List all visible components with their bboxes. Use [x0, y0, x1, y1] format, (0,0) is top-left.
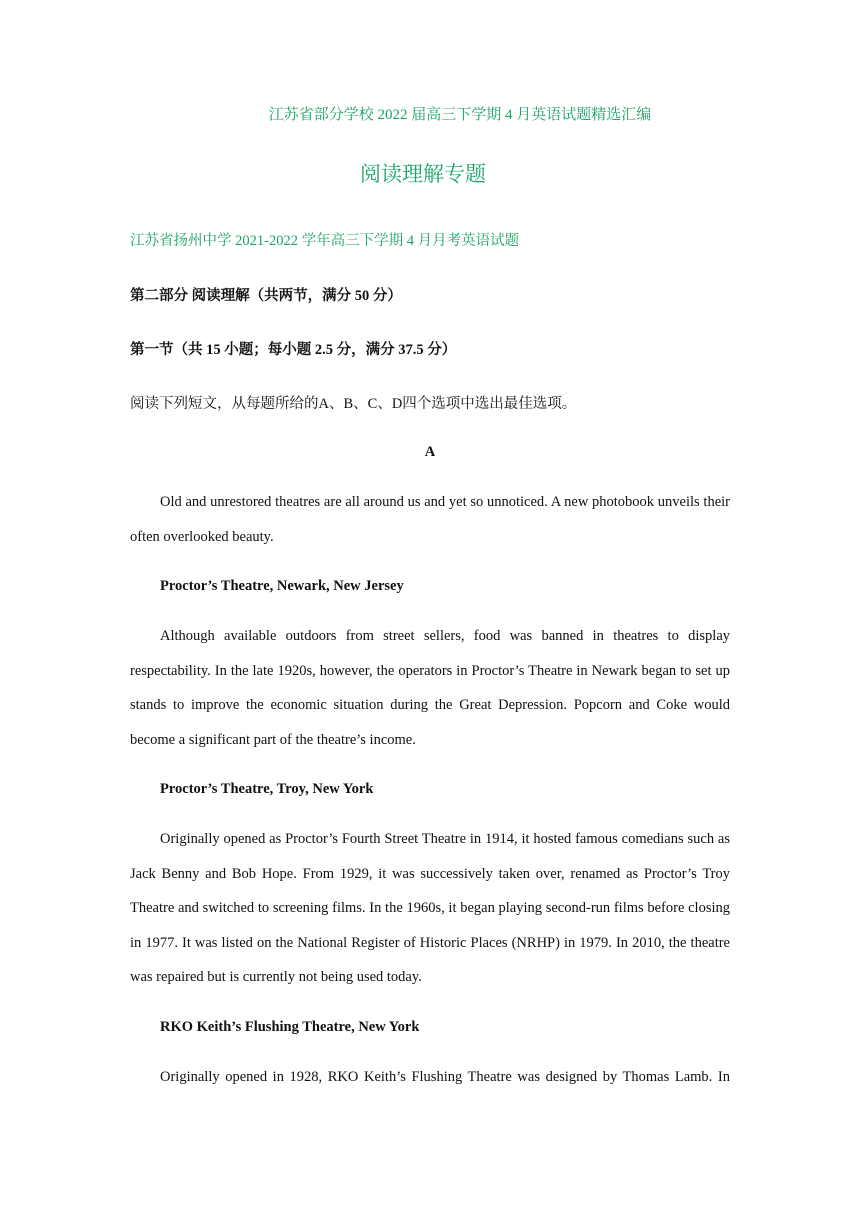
passage-label: A: [424, 444, 436, 460]
document-subtitle: 阅读理解专题: [360, 162, 486, 186]
exam-source: 江苏省扬州中学 2021-2022 学年高三下学期 4 月月考英语试题: [130, 233, 520, 249]
section-heading: 第二部分 阅读理解（共两节，满分 50 分）: [130, 288, 402, 304]
theatre-paragraph-flushing: Originally opened in 1928, RKO Keith’s Flushing Theatre was designed by Thomas Lamb. In: [160, 1069, 730, 1085]
theatre-paragraph-newark: Although available outdoors from street sellers, food was banned in theatres to display respectability. In the late 1920s, however, the operators in Proctor’s Theatre in Newark began to set up stands to improve the economic situation during the Great Depression. Popcorn and Coke would become a significant part of the theatre’s income.: [130, 628, 730, 748]
theatre-heading-flushing: RKO Keith’s Flushing Theatre, New York: [160, 1019, 420, 1035]
document-title: 江苏省部分学校 2022 届高三下学期 4 月英语试题精选汇编: [268, 107, 652, 123]
theatre-paragraph-troy: Originally opened as Proctor’s Fourth Street Theatre in 1914, it hosted famous comedians such as Jack Benny and Bob Hope. From 1929, it was successively taken over, renamed as Proctor’s Troy Theatre and switched to screening films. In the 1960s, it began playing second-run films before closing in 1977. It was listed on the National Register of Historic Places (NRHP) in 1979. In 2010, the theatre was repaired but is currently not being used today.: [130, 831, 730, 986]
instructions: 阅读下列短文，从每题所给的A、B、C、D四个选项中选出最佳选项。: [130, 396, 577, 412]
theatre-heading-newark: Proctor’s Theatre, Newark, New Jersey: [160, 578, 404, 594]
passage-intro: Old and unrestored theatres are all around us and yet so unnoticed. A new photobook unveils their often overlooked beauty.: [130, 494, 730, 545]
theatre-heading-troy: Proctor’s Theatre, Troy, New York: [160, 781, 374, 797]
subsection-heading: 第一节（共 15 小题；每小题 2.5 分，满分 37.5 分）: [130, 342, 457, 358]
